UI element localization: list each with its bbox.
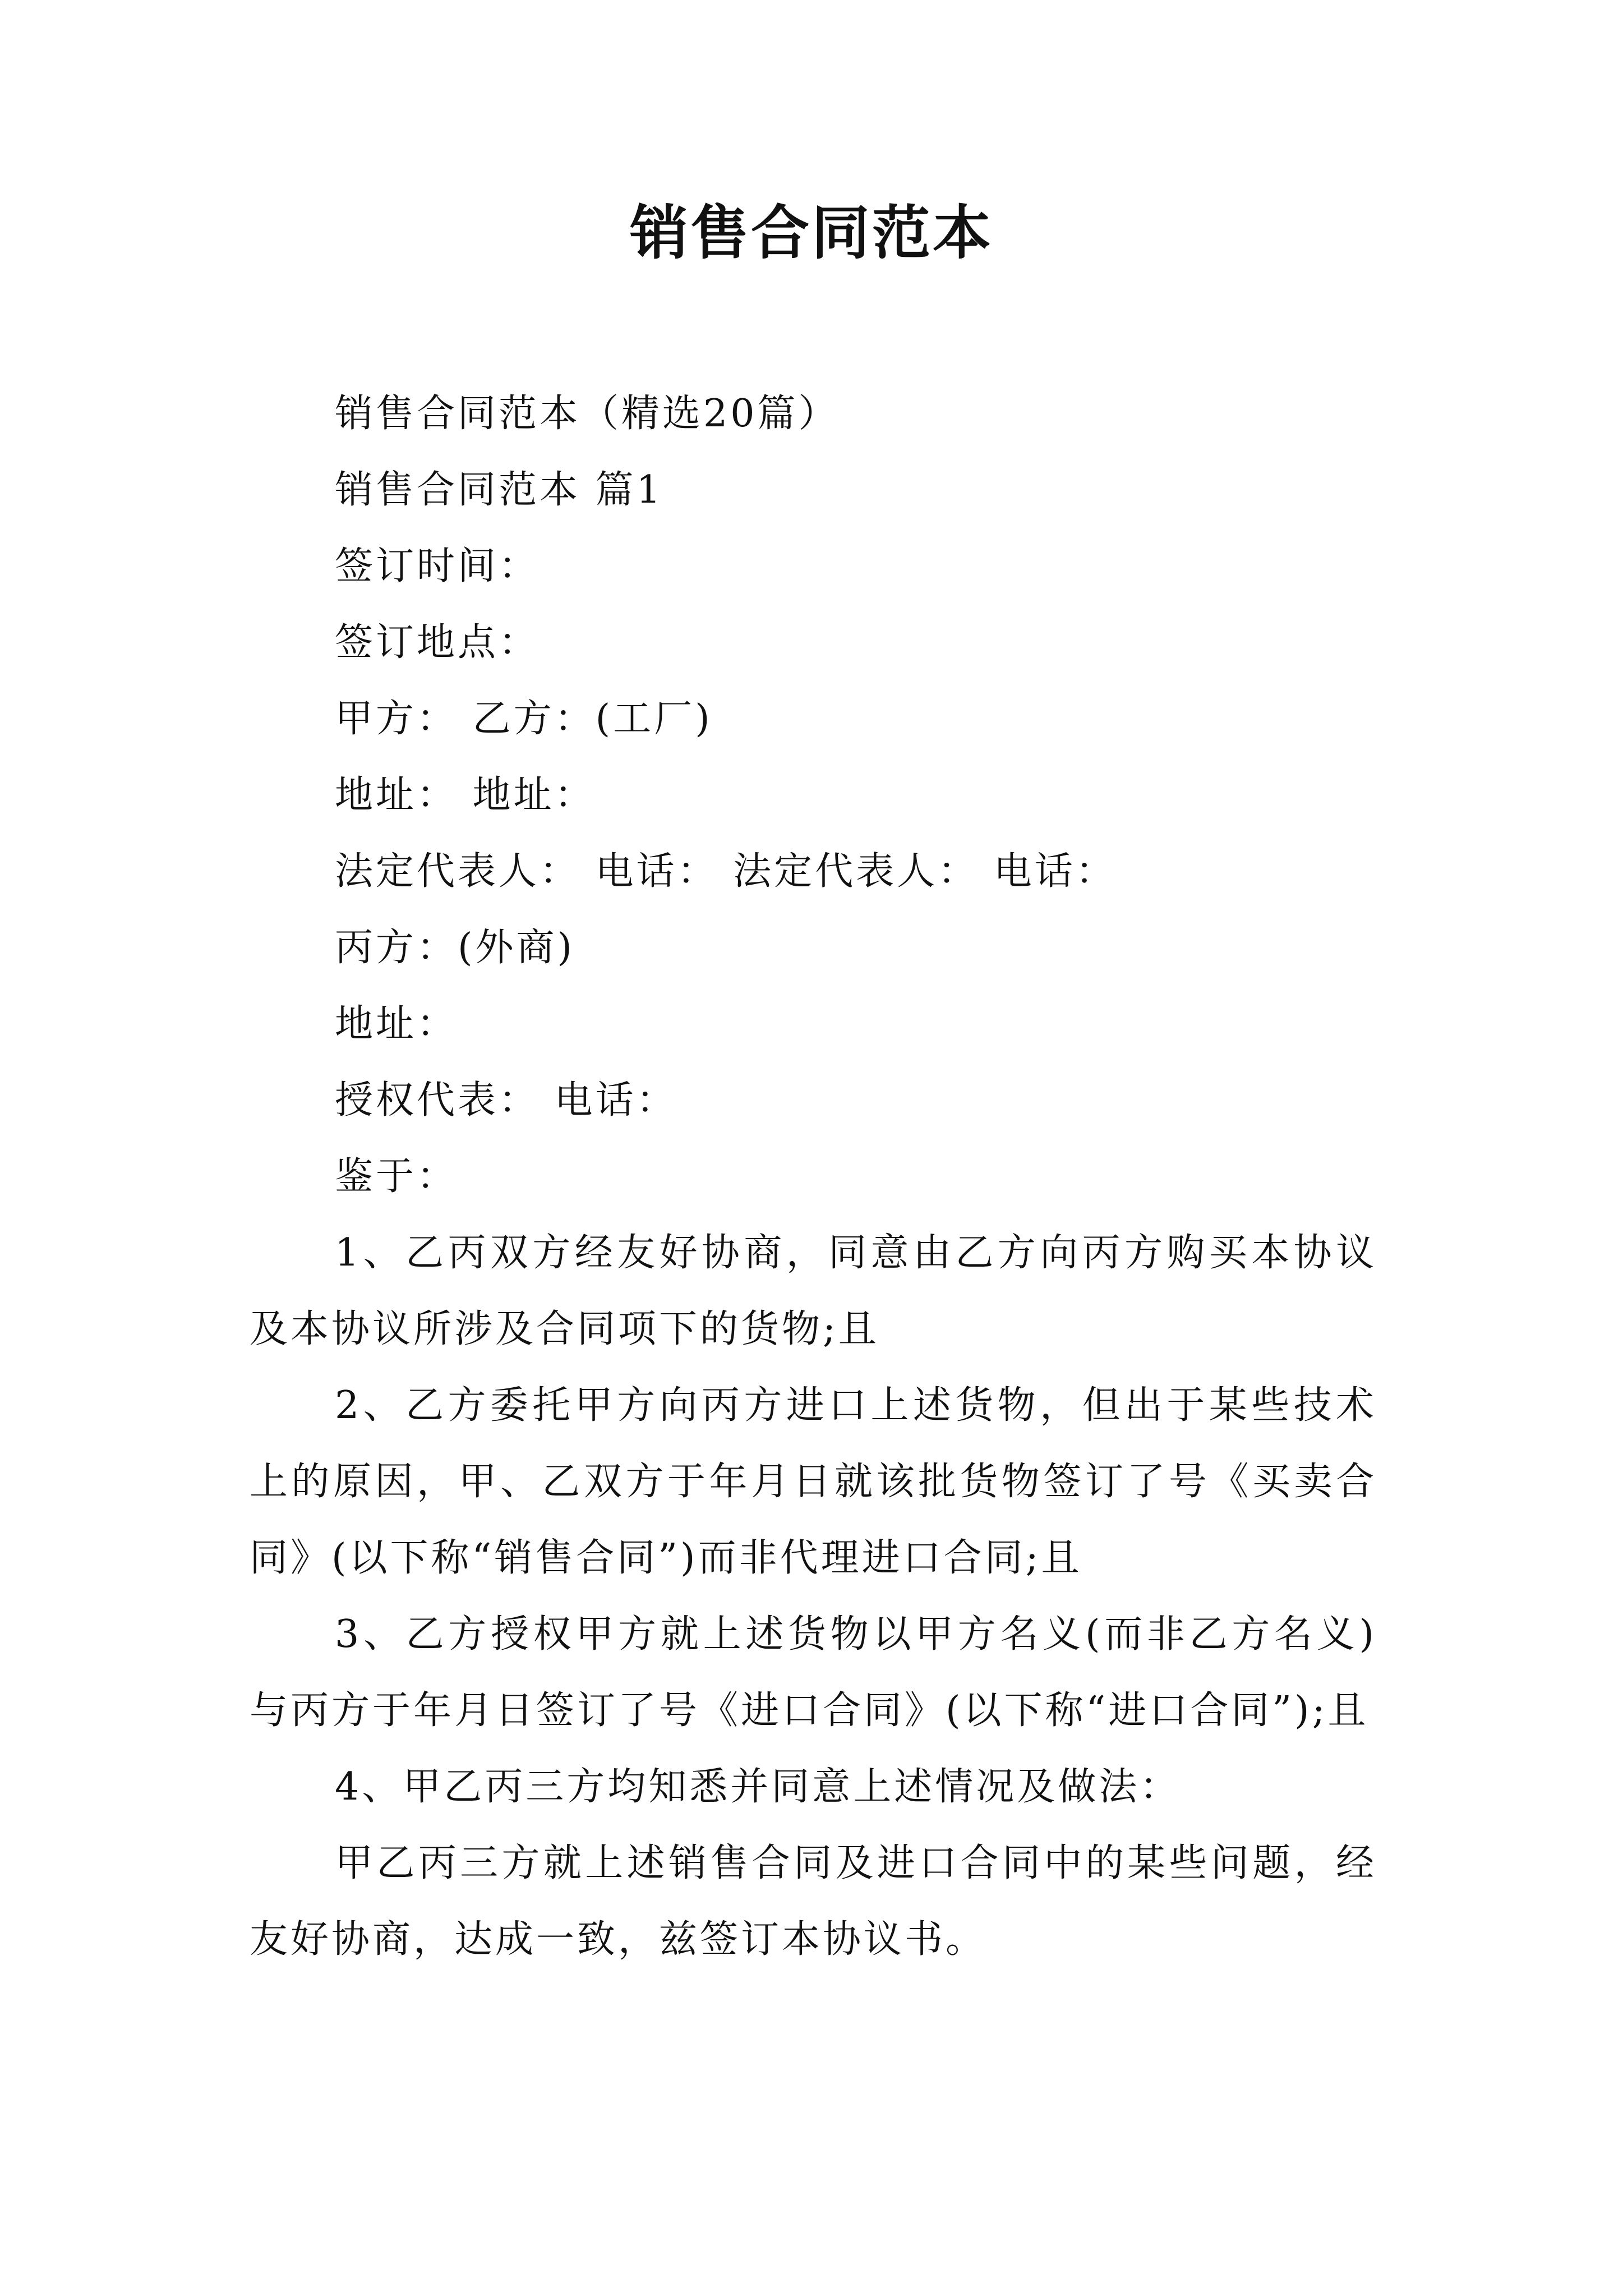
- authorized-rep-line: 授权代表： 电话：: [335, 1078, 677, 1122]
- signing-place-line: 签订地点：: [335, 620, 540, 665]
- clause-1: 1、乙丙双方经友好协商，同意由乙方向丙方购买本协议及本协议所涉及合同项下的货物;且: [250, 1231, 1377, 1351]
- clause-3: 3、乙方授权甲方就上述货物以甲方名义(而非乙方名义)与丙方于年月日签订了号《进口合同》(以下称“进口合同”);且: [250, 1612, 1377, 1733]
- legal-rep-line: 法定代表人： 电话： 法定代表人： 电话：: [335, 849, 1117, 894]
- address-line: 地址： 地址：: [335, 773, 596, 817]
- clause-4: 4、甲乙丙三方均知悉并同意上述情况及做法：: [335, 1765, 1181, 1809]
- parties-line: 甲方： 乙方：(工厂): [335, 697, 713, 741]
- subtitle-line: 销售合同范本（精选20篇）: [335, 392, 840, 436]
- signing-time-line: 签订时间：: [335, 544, 540, 588]
- whereas-line: 鉴于：: [335, 1154, 458, 1199]
- section-heading: 销售合同范本 篇1: [335, 468, 663, 512]
- document-body: [250, 376, 1377, 1978]
- document-title: 销售合同范本: [629, 199, 993, 267]
- party-c-address-line: 地址：: [335, 1002, 458, 1046]
- clause-2: 2、乙方委托甲方向丙方进口上述货物，但出于某些技术上的原因，甲、乙双方于年月日就该批货物签订了号《买卖合同》(以下称“销售合同”)而非代理进口合同;且: [250, 1383, 1377, 1580]
- agreement-paragraph: 甲乙丙三方就上述销售合同及进口合同中的某些问题，经友好协商，达成一致，兹签订本协议书。: [250, 1841, 1377, 1962]
- party-c-line: 丙方：(外商): [335, 926, 575, 970]
